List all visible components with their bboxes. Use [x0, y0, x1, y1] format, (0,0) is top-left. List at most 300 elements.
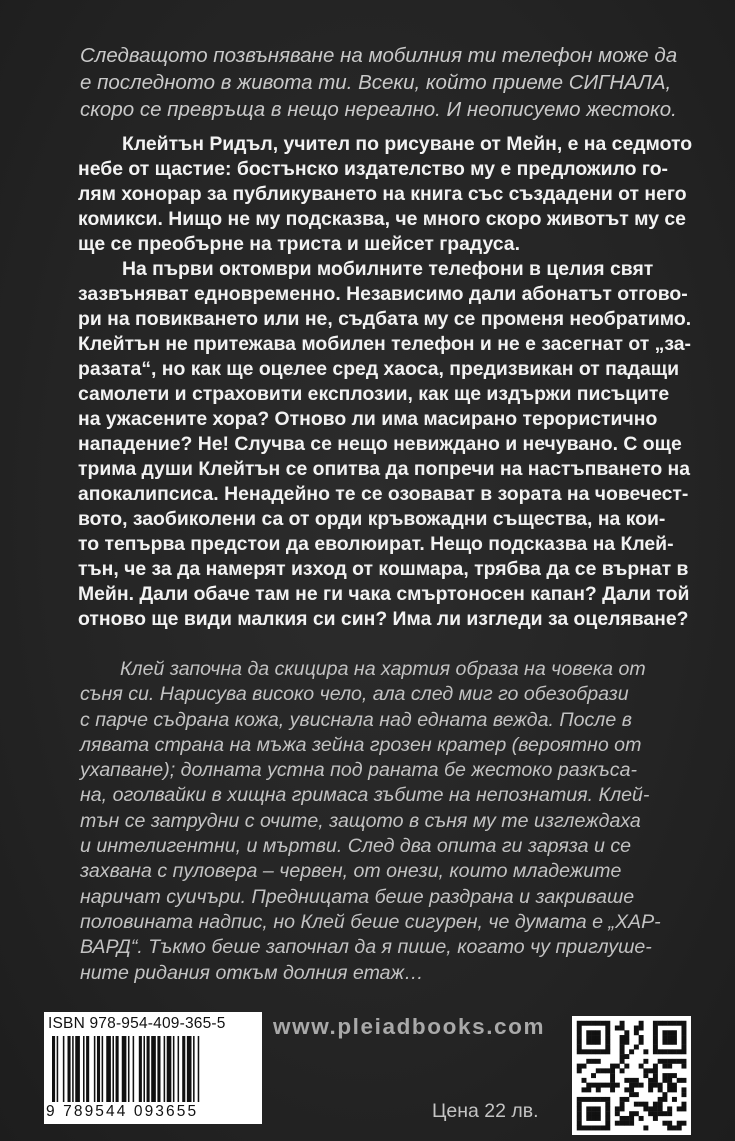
qr-module — [586, 1021, 591, 1026]
qr-module — [586, 1049, 591, 1054]
barcode-bar — [193, 1036, 195, 1102]
excerpt-line: ВАРД“. Тъкмо беше започнал да я пише, когато чу приглуше- — [80, 936, 652, 959]
qr-module — [653, 1116, 658, 1121]
qr-module — [577, 1116, 582, 1121]
qr-module — [677, 1121, 682, 1126]
qr-module — [605, 1021, 610, 1026]
qr-module — [672, 1097, 677, 1102]
qr-module — [615, 1064, 620, 1069]
qr-module — [643, 1125, 648, 1130]
qr-module — [658, 1049, 663, 1054]
barcode-bars — [50, 1036, 256, 1102]
qr-module — [620, 1116, 625, 1121]
barcode-bar — [57, 1036, 59, 1102]
qr-module — [624, 1035, 629, 1040]
qr-module — [667, 1106, 672, 1111]
qr-module — [596, 1106, 601, 1111]
qr-module — [653, 1111, 658, 1116]
qr-module — [620, 1045, 625, 1050]
tagline-line: скоро се превръща в нещо нереално. И неописуемо жестоко. — [80, 98, 677, 121]
qr-module — [667, 1064, 672, 1069]
qr-module — [672, 1040, 677, 1045]
qr-module — [643, 1049, 648, 1054]
barcode-bar — [97, 1036, 100, 1102]
qr-module — [601, 1049, 606, 1054]
qr-module — [591, 1059, 596, 1064]
qr-module — [653, 1035, 658, 1040]
qr-module — [653, 1049, 658, 1054]
qr-module — [582, 1064, 587, 1069]
barcode-bar — [102, 1036, 104, 1102]
qr-module — [596, 1125, 601, 1130]
qr-module — [662, 1040, 667, 1045]
qr-module — [648, 1068, 653, 1073]
description-line: трима души Клейтън се опитва да попречи на настъпването на — [78, 458, 691, 480]
qr-module — [582, 1087, 587, 1092]
qr-module — [586, 1087, 591, 1092]
qr-module — [591, 1083, 596, 1088]
qr-module — [591, 1040, 596, 1045]
qr-module — [662, 1064, 667, 1069]
qr-module — [672, 1073, 677, 1078]
description-line: лям хонорар за публикуването на книга със създадени от него — [78, 183, 687, 205]
qr-module — [605, 1035, 610, 1040]
barcode-bar — [128, 1036, 130, 1102]
qr-module — [605, 1116, 610, 1121]
qr-module — [605, 1083, 610, 1088]
excerpt-line: захвана с пуловера – червен, от онези, които младежите — [80, 860, 622, 883]
qr-module — [639, 1116, 644, 1121]
qr-module — [615, 1026, 620, 1031]
qr-module — [681, 1030, 686, 1035]
tagline-line: Следващото позвъняване на мобилния ти телефон може да — [80, 44, 678, 67]
qr-module — [634, 1102, 639, 1107]
qr-module — [624, 1054, 629, 1059]
excerpt-line: тън се затрудни с очите, защото в съня му те изглеждаха — [80, 809, 641, 832]
qr-module — [662, 1121, 667, 1126]
qr-module — [629, 1049, 634, 1054]
qr-module — [610, 1078, 615, 1083]
qr-module — [677, 1125, 682, 1130]
qr-module — [629, 1083, 634, 1088]
qr-module — [639, 1064, 644, 1069]
qr-module — [620, 1026, 625, 1031]
qr-module — [672, 1030, 677, 1035]
barcode-bar — [164, 1036, 166, 1102]
qr-module — [648, 1087, 653, 1092]
qr-module — [596, 1040, 601, 1045]
qr-module — [667, 1040, 672, 1045]
qr-module — [591, 1111, 596, 1116]
qr-module — [577, 1106, 582, 1111]
qr-module — [634, 1092, 639, 1097]
qr-module — [620, 1040, 625, 1045]
qr-module — [667, 1087, 672, 1092]
barcode-bar — [122, 1036, 127, 1102]
qr-module — [624, 1121, 629, 1126]
qr-module — [605, 1097, 610, 1102]
qr-module — [596, 1111, 601, 1116]
qr-module — [596, 1068, 601, 1073]
qr-module — [601, 1083, 606, 1088]
qr-module — [582, 1049, 587, 1054]
qr-module — [672, 1021, 677, 1026]
qr-module — [653, 1106, 658, 1111]
qr-module — [658, 1102, 663, 1107]
qr-module — [586, 1030, 591, 1035]
qr-module — [681, 1026, 686, 1031]
qr-module — [577, 1097, 582, 1102]
qr-module — [681, 1106, 686, 1111]
qr-module — [681, 1102, 686, 1107]
qr-module — [620, 1035, 625, 1040]
qr-module — [667, 1035, 672, 1040]
description-line: Клейтън не притежава мобилен телефон и не е засегнат от „за- — [78, 333, 692, 355]
qr-module — [653, 1073, 658, 1078]
qr-module — [582, 1097, 587, 1102]
qr-module — [615, 1121, 620, 1126]
qr-module — [586, 1083, 591, 1088]
qr-module — [596, 1035, 601, 1040]
description-line: нападение? Не! Случва се нещо невиждано и нечувано. С още — [78, 433, 682, 455]
qr-module — [605, 1049, 610, 1054]
qr-module — [634, 1045, 639, 1050]
qr-module — [648, 1083, 653, 1088]
qr-module — [667, 1073, 672, 1078]
qr-module — [591, 1097, 596, 1102]
qr-module — [634, 1030, 639, 1035]
barcode-bar — [147, 1036, 150, 1102]
qr-module — [596, 1083, 601, 1088]
qr-module — [681, 1040, 686, 1045]
qr-module — [634, 1083, 639, 1088]
barcode-bar — [139, 1036, 142, 1102]
excerpt-line: с парче съдрана кожа, увиснала над едната вежда. После в — [80, 708, 632, 731]
qr-module — [605, 1068, 610, 1073]
qr-module — [605, 1106, 610, 1111]
qr-module — [662, 1059, 667, 1064]
qr-module — [624, 1030, 629, 1035]
qr-module — [615, 1083, 620, 1088]
qr-module — [591, 1030, 596, 1035]
barcode-bar — [83, 1036, 85, 1102]
qr-module — [662, 1111, 667, 1116]
qr-module — [653, 1030, 658, 1035]
qr-module — [582, 1078, 587, 1083]
barcode-bar — [86, 1036, 89, 1102]
description-line: На първи октомври мобилните телефони в целия свят — [122, 258, 654, 280]
qr-module — [591, 1035, 596, 1040]
qr-module — [639, 1035, 644, 1040]
qr-module — [639, 1083, 644, 1088]
qr-module — [591, 1116, 596, 1121]
description-line: комикси. Нищо не му подсказва, че много скоро животът му се — [78, 208, 686, 230]
barcode-bar — [116, 1036, 119, 1102]
qr-module — [577, 1040, 582, 1045]
qr-module — [591, 1125, 596, 1130]
description-line: небе от щастие: бостънско издателство му е предложило го- — [78, 158, 668, 180]
qr-module — [620, 1068, 625, 1073]
qr-module — [610, 1087, 615, 1092]
qr-code — [572, 1016, 691, 1135]
qr-module — [677, 1078, 682, 1083]
qr-module — [577, 1035, 582, 1040]
qr-module — [658, 1106, 663, 1111]
qr-module — [681, 1021, 686, 1026]
qr-module — [672, 1049, 677, 1054]
qr-module — [601, 1097, 606, 1102]
description-line: отново ще види малкия си син? Има ли изгледи за оцеляване? — [78, 608, 689, 630]
qr-module — [629, 1116, 634, 1121]
qr-module — [610, 1068, 615, 1073]
barcode-bar — [106, 1036, 111, 1102]
qr-module — [662, 1078, 667, 1083]
description-line: Клейтън Ридъл, учител по рисуване от Мейн, е на седмото — [122, 133, 693, 155]
excerpt-line: половината надпис, но Клей беше сигурен, че думата е „ХАР- — [80, 910, 661, 933]
qr-module — [639, 1040, 644, 1045]
excerpt-line: на, оголвайки в хищна гримаса зъбите на непознатия. Клей- — [80, 784, 650, 807]
excerpt-line: Клей започна да скицира на хартия образа на човека от — [120, 658, 646, 680]
isbn-label: ISBN 978-954-409-365-5 — [48, 1015, 226, 1032]
qr-module — [605, 1040, 610, 1045]
qr-module — [577, 1125, 582, 1130]
barcode-digits: 9 789544 093655 — [46, 1103, 199, 1120]
qr-module — [629, 1078, 634, 1083]
qr-module — [648, 1111, 653, 1116]
qr-module — [643, 1068, 648, 1073]
qr-module — [681, 1078, 686, 1083]
qr-module — [605, 1026, 610, 1031]
qr-module — [634, 1111, 639, 1116]
qr-module — [624, 1087, 629, 1092]
barcode-bar — [133, 1036, 135, 1102]
qr-module — [577, 1111, 582, 1116]
qr-module — [681, 1059, 686, 1064]
qr-module — [672, 1059, 677, 1064]
qr-module — [620, 1021, 625, 1026]
barcode-bar — [187, 1036, 192, 1102]
qr-module — [643, 1059, 648, 1064]
qr-module — [605, 1125, 610, 1130]
qr-module — [596, 1097, 601, 1102]
barcode-bar — [63, 1036, 65, 1102]
qr-module — [681, 1087, 686, 1092]
qr-module — [677, 1021, 682, 1026]
qr-module — [624, 1064, 629, 1069]
qr-module — [586, 1111, 591, 1116]
qr-module — [658, 1097, 663, 1102]
qr-module — [672, 1035, 677, 1040]
qr-module — [577, 1064, 582, 1069]
barcode-bar — [198, 1036, 200, 1102]
qr-module — [648, 1106, 653, 1111]
qr-module — [610, 1083, 615, 1088]
excerpt-line: ухапване); долната устна под раната бе жестоко разкъса- — [80, 759, 638, 782]
qr-module — [681, 1121, 686, 1126]
qr-module — [605, 1102, 610, 1107]
barcode-bar — [173, 1036, 175, 1102]
qr-module — [591, 1021, 596, 1026]
qr-module — [591, 1106, 596, 1111]
qr-module — [653, 1045, 658, 1050]
qr-module — [629, 1087, 634, 1092]
qr-module — [653, 1068, 658, 1073]
barcode-bar — [182, 1036, 185, 1102]
description-line: самолети и страховити експлозии, как ще издържи писъците — [78, 383, 670, 405]
qr-module — [605, 1121, 610, 1126]
description-line: Мейн. Дали обаче там не ги чака смъртоносен капан? Дали той — [78, 583, 690, 605]
qr-module — [577, 1068, 582, 1073]
qr-module — [586, 1097, 591, 1102]
qr-module — [681, 1049, 686, 1054]
qr-module — [605, 1111, 610, 1116]
qr-module — [672, 1087, 677, 1092]
qr-module — [620, 1102, 625, 1107]
qr-module — [662, 1021, 667, 1026]
barcode-bar — [68, 1036, 71, 1102]
description-line: вото, заобиколени са от орди кръвожадни същества, на кои- — [78, 508, 666, 530]
barcode-bar — [178, 1036, 180, 1102]
barcode-bar — [157, 1036, 160, 1102]
description-line: тън, че за да намерят изход от кошмара, трябва да се върнат в — [78, 558, 689, 580]
qr-module — [634, 1026, 639, 1031]
qr-module — [634, 1078, 639, 1083]
description-line: ри на повикването или не, съдбата му се променя необратимо. — [78, 308, 692, 330]
qr-module — [624, 1040, 629, 1045]
qr-module — [624, 1097, 629, 1102]
qr-module — [577, 1026, 582, 1031]
publisher-website: www.pleiadbooks.com — [273, 1014, 546, 1039]
qr-module — [639, 1102, 644, 1107]
qr-module — [667, 1030, 672, 1035]
qr-module — [667, 1059, 672, 1064]
qr-module — [624, 1116, 629, 1121]
qr-module — [662, 1073, 667, 1078]
qr-module — [658, 1111, 663, 1116]
qr-module — [653, 1021, 658, 1026]
price-label: Цена 22 лв. — [432, 1100, 539, 1122]
qr-module — [586, 1059, 591, 1064]
qr-module — [620, 1121, 625, 1126]
qr-module — [639, 1021, 644, 1026]
qr-module — [577, 1045, 582, 1050]
qr-module — [624, 1078, 629, 1083]
qr-module — [658, 1083, 663, 1088]
qr-module — [620, 1097, 625, 1102]
qr-module — [662, 1030, 667, 1035]
qr-module — [667, 1021, 672, 1026]
qr-module — [639, 1026, 644, 1031]
qr-module — [681, 1035, 686, 1040]
qr-module — [648, 1078, 653, 1083]
qr-module — [582, 1125, 587, 1130]
barcode-bar — [112, 1036, 114, 1102]
qr-module — [596, 1116, 601, 1121]
qr-module — [667, 1049, 672, 1054]
qr-module — [596, 1021, 601, 1026]
qr-module — [591, 1049, 596, 1054]
qr-module — [672, 1125, 677, 1130]
qr-module — [591, 1073, 596, 1078]
barcode-bar — [143, 1036, 145, 1102]
qr-module — [677, 1059, 682, 1064]
qr-module — [643, 1106, 648, 1111]
barcode-bar — [52, 1036, 55, 1102]
qr-module — [643, 1102, 648, 1107]
qr-module — [662, 1092, 667, 1097]
tagline — [80, 42, 680, 123]
qr-module — [681, 1064, 686, 1069]
qr-module — [610, 1064, 615, 1069]
qr-module — [653, 1102, 658, 1107]
qr-module — [620, 1106, 625, 1111]
qr-module — [615, 1111, 620, 1116]
qr-module — [681, 1045, 686, 1050]
barcode-bar — [151, 1036, 156, 1102]
description-line: ще се преобърне на триста и шейсет градуса. — [78, 233, 520, 255]
book-description — [78, 132, 693, 632]
description-line: разата“, но как ще оцелее сред хаоса, предизвикан от падащи — [78, 358, 680, 380]
qr-module — [601, 1021, 606, 1026]
qr-module — [662, 1097, 667, 1102]
qr-module — [586, 1040, 591, 1045]
qr-module — [586, 1035, 591, 1040]
qr-module — [601, 1125, 606, 1130]
qr-module — [620, 1054, 625, 1059]
qr-module — [605, 1030, 610, 1035]
qr-module — [667, 1121, 672, 1126]
qr-module — [653, 1064, 658, 1069]
barcode-bar — [75, 1036, 80, 1102]
excerpt-line: съня си. Нарисува високо чело, ала след миг го обезобрази — [80, 683, 629, 706]
qr-module — [615, 1106, 620, 1111]
qr-module — [596, 1059, 601, 1064]
qr-module — [677, 1049, 682, 1054]
qr-module — [653, 1078, 658, 1083]
qr-module — [653, 1040, 658, 1045]
qr-module — [577, 1030, 582, 1035]
qr-module — [643, 1073, 648, 1078]
qr-module — [629, 1111, 634, 1116]
qr-module — [667, 1083, 672, 1088]
qr-module — [577, 1102, 582, 1107]
excerpt-line: лявата страна на мъжа зейна грозен кратер (вероятно от — [80, 733, 642, 756]
qr-module — [596, 1030, 601, 1035]
qr-module — [653, 1026, 658, 1031]
qr-module — [586, 1106, 591, 1111]
excerpt-line: и интелигентни, и мъртви. След два опита ги заряза и се — [80, 835, 632, 858]
qr-module — [681, 1092, 686, 1097]
qr-module — [667, 1078, 672, 1083]
qr-module — [662, 1049, 667, 1054]
qr-module — [658, 1021, 663, 1026]
qr-module — [629, 1092, 634, 1097]
qr-module — [582, 1021, 587, 1026]
qr-module — [672, 1083, 677, 1088]
barcode-bar — [94, 1036, 96, 1102]
description-line: зазвъняват едновременно. Независимо дали абонатът отгово- — [78, 283, 688, 305]
qr-module — [667, 1111, 672, 1116]
qr-module — [658, 1059, 663, 1064]
qr-module — [601, 1068, 606, 1073]
excerpt-line: ните ридания откъм долния етаж… — [80, 961, 424, 984]
qr-module — [577, 1049, 582, 1054]
barcode-bar — [72, 1036, 74, 1102]
qr-module — [662, 1035, 667, 1040]
qr-module — [677, 1106, 682, 1111]
qr-module — [586, 1116, 591, 1121]
qr-module — [605, 1045, 610, 1050]
